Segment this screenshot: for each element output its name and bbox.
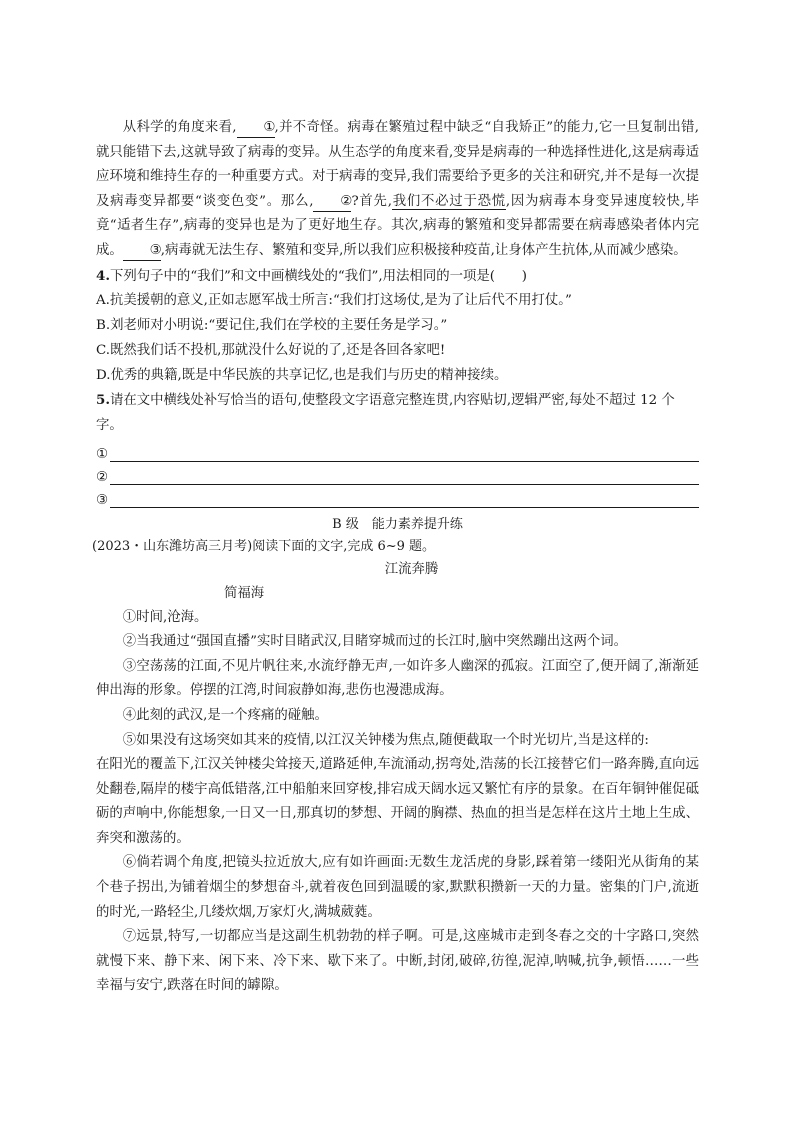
answer-line-2[interactable] [96, 462, 699, 485]
blank-2: ② [313, 193, 351, 212]
article-paragraph: ⑤如果没有这场突如其来的疫情,以江汉关钟楼为焦点,随便截取一个时光切片,当是这样的: [122, 732, 649, 748]
document-page [92, 116, 700, 999]
question-4 [96, 264, 699, 290]
passage-text: ?首先, [351, 193, 392, 209]
passage-text: 从科学的角度来看, [122, 120, 237, 135]
blank-1: ① [237, 119, 275, 138]
question-number: 5. [96, 392, 110, 409]
question-5 [96, 388, 699, 438]
answer-underline [110, 470, 699, 485]
passage-text: ,病毒就无法生存、繁殖和变异,所以我们应积极接种疫苗,让身体产生抗体,从而减少感染。 [160, 242, 687, 258]
article-author: 简福海 [224, 585, 265, 601]
article-paragraph: ⑦远景,特写,一切都应当是这副生机勃勃的样子啊。可是,这座城市走到冬春之交的十字路口,突然就慢下来、静下来、闲下来、冷下来、歇下来了。中断,封闭,破碎,彷徨,泥淖,呐喊,抗争,顿悟……一些幸福与安宁,跌落在时间的罅隙。 [96, 929, 699, 994]
passage-text: ,并不奇怪。病毒在繁殖过程中缺乏“自我矫正”的能力,它一旦复制出错,就只能错下去,这就导致了病毒的变异。从生态学的角度来看,变异是病毒的一种选择性进化,这是病毒适应环境和维持生存的一种重要方式。对于病毒的变异,我们需要给予更多的关注和研究,并不是每一次提及病毒变异都要“谈变色变”。那么, [96, 120, 699, 209]
answer-label: ③ [96, 492, 109, 508]
article-paragraph: ⑥倘若调个角度,把镜头拉近放大,应有如许画面:无数生龙活虎的身影,踩着第一缕阳光从街角的某个巷子拐出,为铺着烟尘的梦想奋斗,就着夜色回到温暖的家,默默积攒新一天的力量。密集的门户,流逝的时光,一路轻尘,几缕炊烟,万家灯火,满城葳蕤。 [96, 855, 699, 920]
answer-underline [110, 447, 699, 462]
article-paragraph: ②当我通过“强国直播”实时目睹武汉,目睹穿城而过的长江时,脑中突然蹦出这两个词。 [122, 634, 628, 650]
article-paragraph: 在阳光的覆盖下,江汉关钟楼尖耸接天,道路延伸,车流涌动,拐弯处,浩荡的长江接替它们一路奔腾,直向远处翻卷,隔岸的楼宇高低错落,江中船舶来回穿梭,排宕成天阔水远又繁忙有序的景象。在百年铜钟催促砥砺的声响中,你能想象,一日又一日,那真切的梦想、开阔的胸襟、热血的担当是怎样在这片土地上生成、奔突和激荡的。 [96, 757, 699, 846]
source-line: (2023・山东潍坊高三月考)阅读下面的文字,完成 6~9 题。 [92, 538, 436, 554]
passage-text: ,因为病毒本身变异速度较快,毕竟“适者生存”,病毒的变异也是为了更好地生存。其次,病毒的繁殖和变异都需要在病毒感染者体内完成。 [96, 193, 700, 258]
answer-label: ① [96, 446, 109, 462]
article-paragraph: ④此刻的武汉,是一个疼痛的碰触。 [122, 707, 328, 723]
underlined-phrase: 我们不必过于恐慌 [391, 193, 506, 209]
article-paragraph: ③空荡荡的江面,不见片帆往来,水流纾静无声,一如许多人幽深的孤寂。江面空了,便开阔了,渐渐延伸出海的形象。停摆的江湾,时间寂静如海,悲伤也漫漶成海。 [96, 658, 699, 699]
option-a[interactable]: A.抗美援朝的意义,正如志愿军战士所言:“我们打这场仗,是为了让后代不用打仗。” [96, 293, 572, 309]
option-b[interactable]: B.刘老师对小明说:“要记住,我们在学校的主要任务是学习。” [96, 317, 448, 333]
answer-label: ② [96, 469, 109, 485]
answer-line-1[interactable] [96, 439, 699, 462]
question-number: 4. [96, 267, 110, 284]
option-d[interactable]: D.优秀的典籍,既是中华民族的共享记忆,也是我们与历史的精神接续。 [96, 367, 508, 383]
article-title: 江流奔腾 [384, 561, 439, 577]
answer-line-3[interactable] [96, 485, 699, 508]
question-stem: 下列句子中的“我们”和文中画横线处的“我们”,用法相同的一项是( ) [109, 268, 528, 284]
option-c[interactable]: C.既然我们话不投机,那就没什么好说的了,还是各回各家吧! [96, 342, 446, 358]
answer-underline [110, 493, 699, 508]
passage-paragraph [96, 116, 699, 264]
question-stem: 请在文中横线处补写恰当的语句,使整段文字语意完整连贯,内容贴切,逻辑严密,每处不超过 12 个字。 [96, 393, 675, 433]
section-title: B 级 能力素养提升练 [332, 516, 463, 532]
blank-3: ③ [123, 242, 161, 261]
article-paragraph: ①时间,沧海。 [122, 609, 208, 625]
